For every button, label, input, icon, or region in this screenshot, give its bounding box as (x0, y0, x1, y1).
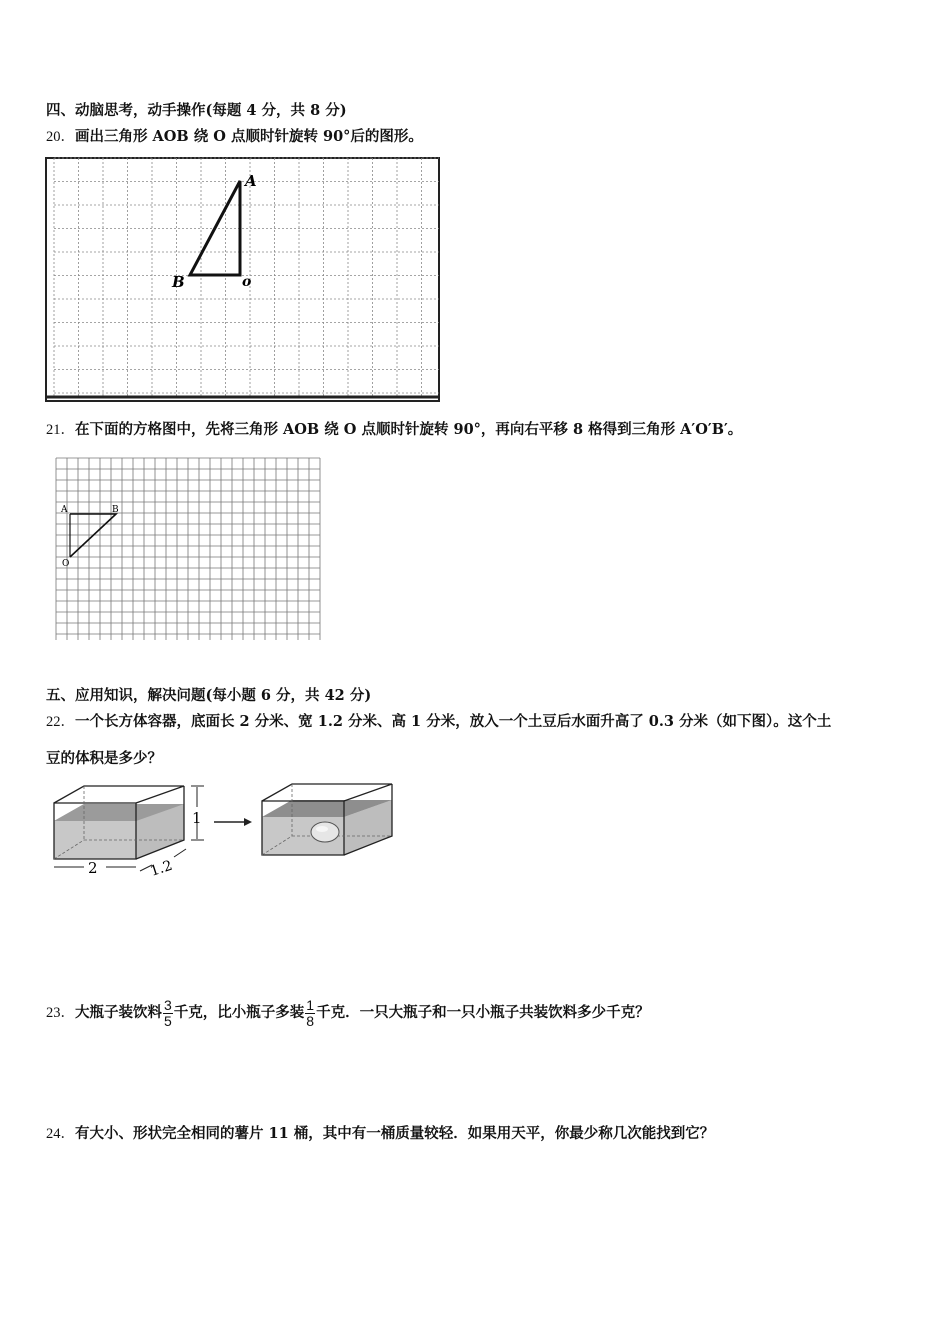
question-23-number: 23． (46, 1005, 75, 1021)
question-23-text-part-2: 千克，比小瓶子多装 (173, 1004, 305, 1021)
q21-triangle-aob (70, 514, 116, 557)
question-20-text: 画出三角形 AOB 绕 O 点顺时针旋转 90°后的图形。 (75, 128, 423, 145)
question-21-text: 在下面的方格图中，先将三角形 AOB 绕 O 点顺时针旋转 90°，再向右平移 8 格得到三角形 A′O′B′。 (75, 421, 743, 438)
question-23-fraction-1-numerator: 3 (164, 996, 172, 1013)
q20-label-o: o (242, 274, 252, 290)
question-23-text-part-1: 大瓶子装饮料 (75, 1004, 162, 1021)
section-four-heading: 四、动脑思考，动手操作(每题 4 分，共 8 分) (46, 102, 347, 119)
q21-label-o: O (62, 559, 70, 569)
question-22-number: 22． (46, 714, 75, 730)
q22-width-arrow-2 (174, 849, 186, 857)
q21-gridlines (56, 458, 320, 640)
question-22-line-1 (46, 712, 831, 732)
question-23-text-part-3: 千克．一只大瓶子和一只小瓶子共装饮料多少千克？ (316, 1004, 650, 1021)
question-22-line-2: 豆的体积是多少？ (46, 750, 162, 767)
q22-width-label: 1.2 (148, 857, 175, 880)
q22-length-label: 2 (88, 859, 98, 877)
q22-transform-arrow-head (244, 818, 252, 826)
question-20 (46, 127, 423, 147)
section-five-heading: 五、应用知识，解决问题(每小题 6 分，共 42 分) (46, 687, 372, 704)
question-23-fraction-2 (305, 998, 315, 1029)
question-20-number: 20． (46, 129, 75, 145)
question-22-text-line-1: 一个长方体容器，底面长 2 分米、宽 1.2 分米、高 1 分米，放入一个土豆后水面升高了 0.3 分米（如下图）。这个土 (75, 713, 832, 730)
question-23-fraction-2-denominator: 8 (306, 1012, 315, 1029)
q20-grid-figure (44, 156, 442, 404)
question-23-fraction-2-numerator: 1 (306, 996, 315, 1013)
q20-label-a: A (245, 172, 257, 190)
q22-potato-highlight (316, 826, 328, 832)
question-23-fraction-1-denominator: 5 (164, 1012, 172, 1029)
q21-label-b: B (112, 505, 119, 515)
q21-grid-figure (52, 454, 324, 644)
question-24-text: 有大小、形状完全相同的薯片 11 桶，其中有一桶质量较轻．如果用天平，你最少称几次能找到它？ (75, 1125, 715, 1142)
question-23-fraction-1 (163, 998, 173, 1029)
q22-height-label: 1 (192, 809, 202, 827)
question-21 (46, 420, 742, 440)
q22-container-figure (44, 779, 398, 887)
question-21-number: 21． (46, 422, 75, 438)
q20-label-b: B (172, 273, 185, 291)
question-23 (46, 995, 650, 1031)
question-24-number: 24． (46, 1126, 75, 1142)
question-24 (46, 1124, 714, 1144)
q21-label-a: A (61, 505, 68, 515)
q22-potato-icon (311, 822, 339, 842)
